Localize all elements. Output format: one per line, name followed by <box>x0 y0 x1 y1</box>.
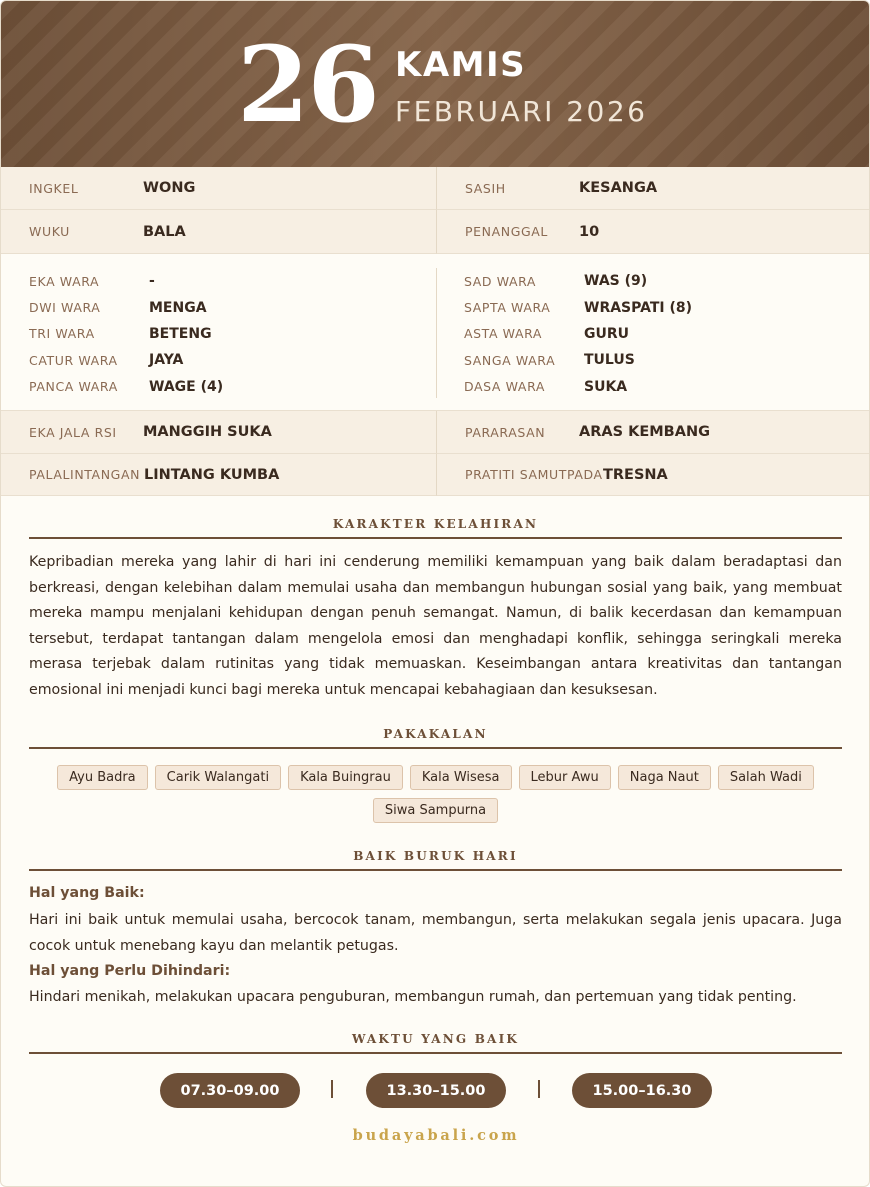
pakakalan-tag: Siwa Sampurna <box>373 798 498 823</box>
info-label: INGKEL <box>29 180 79 196</box>
good-heading: Hal yang Baik: <box>29 885 145 901</box>
info-value: WONG <box>143 180 196 196</box>
day-number: 26 <box>237 23 378 146</box>
wara-item <box>464 294 692 320</box>
info-label: PENANGGAL <box>465 224 548 239</box>
info-value: MANGGIH SUKA <box>143 424 272 440</box>
wara-list-right <box>464 268 692 400</box>
info-label: SASIH <box>465 180 506 196</box>
time-slots <box>1 1073 870 1108</box>
time-separator <box>538 1080 540 1098</box>
avoid-text: Hindari menikah, melakukan upacara penguburan, membangun rumah, dan pertemuan yang tidak penting. <box>29 989 797 1005</box>
section-divider <box>29 537 842 539</box>
date-header <box>1 1 869 167</box>
pakakalan-tag: Kala Buingrau <box>288 765 403 790</box>
wara-item <box>29 294 223 320</box>
wara-label: SANGA WARA <box>464 352 556 368</box>
wara-label: TRI WARA <box>29 326 95 342</box>
info-label: WUKU <box>29 224 70 239</box>
section-divider <box>29 747 842 749</box>
pakakalan-tag: Naga Naut <box>618 765 711 790</box>
wara-item <box>464 321 692 347</box>
avoid-heading: Hal yang Perlu Dihindari: <box>29 963 231 979</box>
info-cell-eka-jala-rsi <box>1 411 436 454</box>
section-divider <box>29 869 842 871</box>
wara-value: WAS (9) <box>584 273 648 290</box>
pakakalan-tags <box>29 765 842 823</box>
info-label: EKA JALA RSI <box>29 424 117 440</box>
wara-value: - <box>149 273 155 290</box>
wara-item <box>29 321 223 347</box>
wara-item <box>464 268 692 294</box>
info-row <box>1 411 870 454</box>
info-cell-penanggal <box>436 210 870 254</box>
section-title-pakakalan: PAKAKALAN <box>383 727 488 741</box>
wara-item <box>464 374 692 400</box>
wara-value: MENGA <box>149 299 207 316</box>
wara-value: WAGE (4) <box>149 378 224 395</box>
wara-divider <box>436 268 437 398</box>
wara-label: SAD WARA <box>464 273 537 289</box>
time-slot-pill: 15.00–16.30 <box>572 1073 712 1108</box>
time-slot-pill: 13.30–15.00 <box>366 1073 506 1108</box>
wara-list-left <box>29 268 223 400</box>
day-name: KAMIS <box>395 45 527 85</box>
info-cell-sasih <box>436 167 870 210</box>
section-title-waktu: WAKTU YANG BAIK <box>351 1032 520 1046</box>
wara-item <box>464 347 692 373</box>
pakakalan-tag: Kala Wisesa <box>410 765 512 790</box>
info-value: 10 <box>579 223 600 240</box>
info-label: PRATITI SAMUTPADA <box>465 467 603 482</box>
info-label: PARARASAN <box>465 424 546 440</box>
wara-value: BETENG <box>149 325 212 342</box>
wara-value: JAYA <box>149 352 184 369</box>
info-cell-wuku <box>1 210 436 254</box>
wara-label: EKA WARA <box>29 273 100 289</box>
good-text: Hari ini baik untuk memulai usaha, bercocok tanam, membangun, serta melakukan segala jenis upacara. Juga cocok untuk menebang kayu dan melantik petugas. <box>29 912 842 954</box>
wara-item <box>29 374 223 400</box>
wara-label: SAPTA WARA <box>464 300 551 316</box>
wara-label: DWI WARA <box>29 300 101 316</box>
info-cell-pararasan <box>436 411 870 454</box>
wara-label: CATUR WARA <box>29 352 118 368</box>
section-title-karakter: KARAKTER KELAHIRAN <box>332 517 539 531</box>
pakakalan-tag: Carik Walangati <box>155 765 281 790</box>
section-title-baik-buruk: BAIK BURUK HARI <box>353 849 518 863</box>
wara-value: GURU <box>584 325 630 342</box>
wara-item <box>29 268 223 294</box>
info-row <box>1 210 870 254</box>
info-value: LINTANG KUMBA <box>144 466 280 483</box>
info-row <box>1 454 870 496</box>
info-row <box>1 167 870 210</box>
karakter-text: Kepribadian mereka yang lahir di hari ini cenderung memiliki kemampuan yang baik dalam beradaptasi dan berkreasi, dengan kelebihan dalam memulai usaha dan membangun hubungan sosial yang baik, yang membuat mereka mampu menjalani kehidupan dengan penuh semangat. Namun, di balik kecerdasan dan kemampuan tersebut, terdapat tantangan dalam mengelola emosi dan menghadapi konflik, sehingga seringkali mereka merasa terjebak dalam rutinitas yang tidak memuaskan. Keseimbangan antara kreativitas dan tantangan emosional ini menjadi kunci bagi mereka untuk mencapai kebahagiaan dan kesuksesan. <box>29 554 842 698</box>
pakakalan-tag: Ayu Badra <box>57 765 148 790</box>
wara-value: SUKA <box>584 378 628 395</box>
info-value: ARAS KEMBANG <box>579 424 710 440</box>
info-cell-ingkel <box>1 167 436 210</box>
wara-label: PANCA WARA <box>29 379 118 395</box>
time-separator <box>331 1080 333 1098</box>
info-value: TRESNA <box>603 466 668 483</box>
info-value: KESANGA <box>579 180 658 196</box>
wara-item <box>29 347 223 373</box>
info-value: BALA <box>143 223 186 240</box>
info-cell-pratiti-samutpada <box>436 454 870 496</box>
wara-panel <box>1 254 870 411</box>
wara-value: WRASPATI (8) <box>584 299 693 316</box>
wara-value: TULUS <box>584 352 635 369</box>
site-footer: budayabali.com <box>352 1127 520 1144</box>
info-label: PALALINTANGAN <box>29 467 141 482</box>
month-year: FEBRUARI 2026 <box>395 95 648 128</box>
wara-label: ASTA WARA <box>464 326 543 342</box>
info-cell-palalintangan <box>1 454 436 496</box>
wara-label: DASA WARA <box>464 379 546 395</box>
pakakalan-tag: Salah Wadi <box>718 765 814 790</box>
time-slot-pill: 07.30–09.00 <box>160 1073 300 1108</box>
pakakalan-tag: Lebur Awu <box>519 765 611 790</box>
section-divider <box>29 1052 842 1054</box>
